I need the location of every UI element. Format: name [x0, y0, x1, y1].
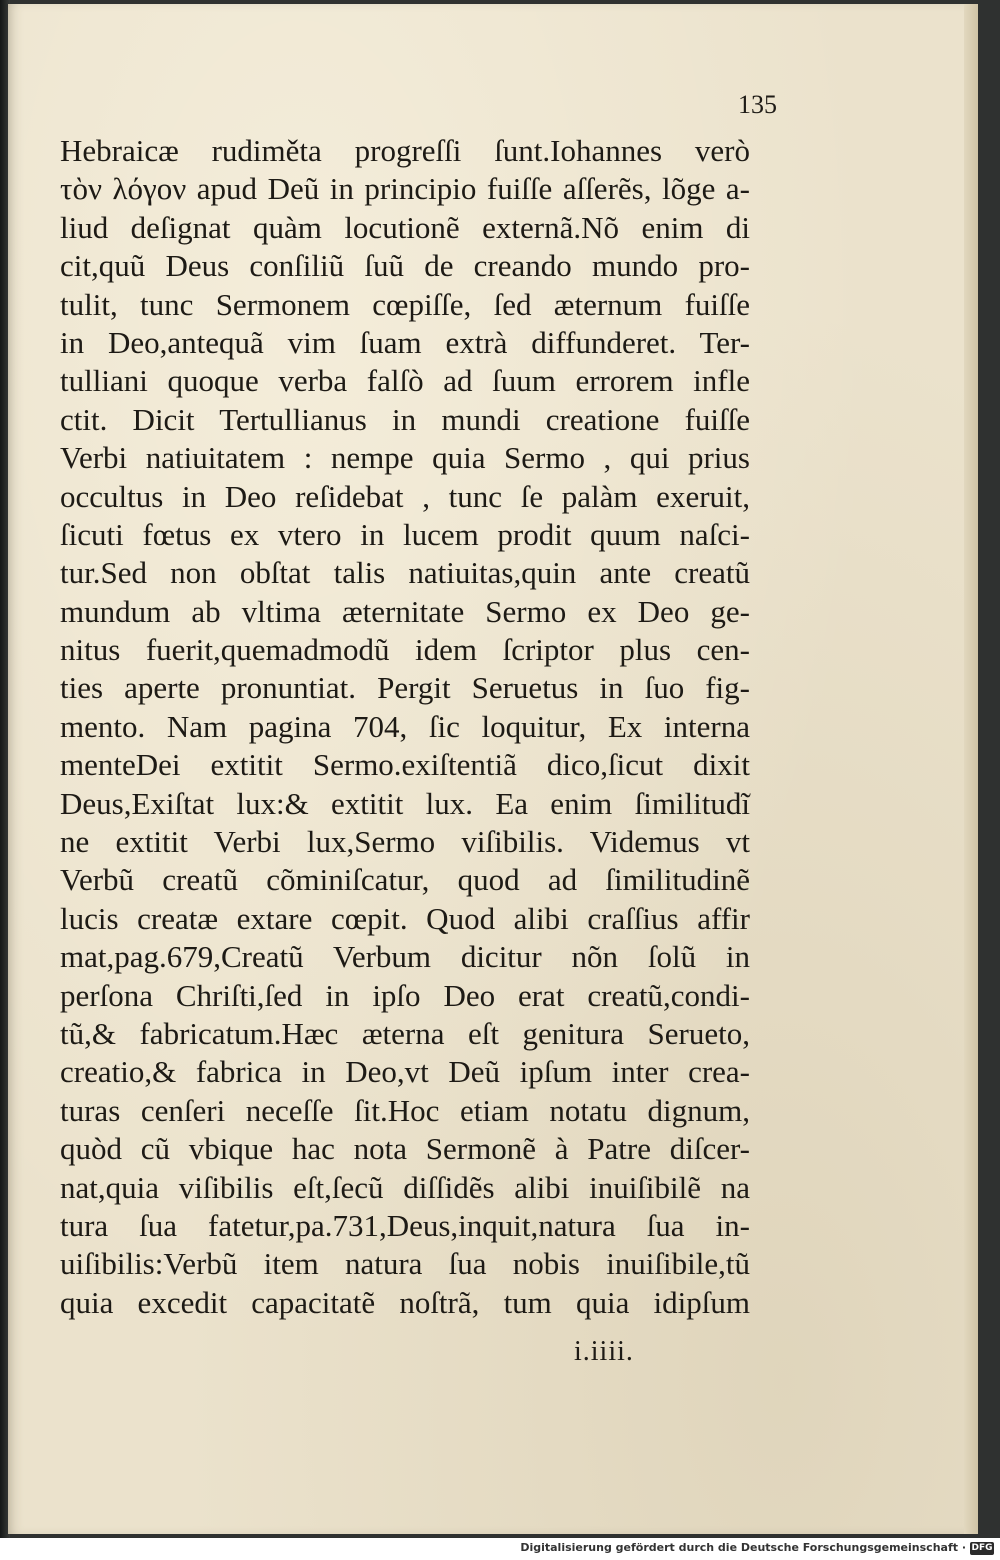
text-line: creatio,& fabrica in Deo,vt Deũ ipſum inter crea-: [60, 1054, 750, 1090]
signature-mark: i.iiii.: [574, 1336, 634, 1367]
text-line: lucis creatæ extare cœpit. Quod alibi craſſius affir: [60, 900, 750, 936]
text-line: mat,pag.679,Creatũ Verbum dicitur nõn ſolũ in: [60, 939, 750, 975]
text-line: ſicuti fœtus ex vtero in lucem prodit quum naſci-: [60, 516, 750, 552]
text-line: tũ,& fabricatum.Hæc æterna eſt genitura Serueto,: [60, 1015, 750, 1051]
text-line: occultus in Deo reſidebat , tunc ſe palàm exeruit,: [60, 478, 750, 514]
page-edge: [964, 4, 978, 1534]
footer-credit: Digitalisierung gefördert durch die Deutsche Forschungsgemeinschaft ·: [520, 1541, 966, 1554]
page-number: 135: [738, 90, 777, 119]
text-line: quia excedit capacitatẽ noſtrã, tum quia idipſum: [60, 1284, 750, 1320]
text-line: liud deſignat quàm locutionẽ externã.Nõ enim di: [60, 209, 750, 245]
text-line: tulliani quoque verba falſò ad ſuum errorem infle: [60, 363, 750, 399]
text-line: Verbi natiuitatem : nempe quia Sermo , qui prius: [60, 440, 750, 476]
text-line: ne extitit Verbi lux,Sermo viſibilis. Videmus vt: [60, 824, 750, 860]
text-line: menteDei extitit Sermo.exiſtentiã dico,ſicut dixit: [60, 747, 750, 783]
text-line: tulit, tunc Sermonem cœpiſſe, ſed æternum fuiſſe: [60, 286, 750, 322]
text-line: Deus,Exiſtat lux:& extitit lux. Ea enim ſimilitudĩ: [60, 785, 750, 821]
text-line: cit,quũ Deus conſiliũ ſuũ de creando mundo pro-: [60, 248, 750, 284]
text-line: quòd cũ vbique hac nota Sermonẽ à Patre diſcer-: [60, 1131, 750, 1167]
text-line: mundum ab vltima æternitate Sermo ex Deo ge-: [60, 593, 750, 629]
text-line: nitus fuerit,quemadmodũ idem ſcriptor plus cen-: [60, 632, 750, 668]
text-line: ctit. Dicit Tertullianus in mundi creatione fuiſſe: [60, 401, 750, 437]
text-line: mento. Nam pagina 704, ſic loquitur, Ex interna: [60, 708, 750, 744]
text-line: tura ſua fatetur,pa.731,Deus,inquit,natura ſua in-: [60, 1207, 750, 1243]
text-line: Hebraicæ rudiměta progreſſi ſunt.Iohannes verò: [60, 133, 750, 168]
text-line: in Deo,antequã vim ſuam extrà diffunderet. Ter-: [60, 324, 750, 360]
book-page: [8, 4, 978, 1534]
text-line: τὸν λόγον apud Deũ in principio fuiſſe aſſerẽs, lõge a-: [60, 171, 750, 207]
body-text: [60, 132, 750, 1322]
text-line: ties aperte pronuntiat. Pergit Seruetus in ſuo fig-: [60, 670, 750, 706]
text-line: perſona Chriſti,ſed in ipſo Deo erat creatũ,condi-: [60, 977, 750, 1013]
text-line: tur.Sed non obſtat talis natiuitas,quin ante creatũ: [60, 555, 750, 591]
text-line: uiſibilis:Verbũ item natura ſua nobis inuiſibile,tũ: [60, 1246, 750, 1282]
text-line: nat,quia viſibilis eſt,ſecũ diſſidẽs alibi inuiſibilẽ na: [60, 1169, 750, 1205]
dfg-logo: DFG: [971, 1543, 993, 1553]
text-line: turas cenſeri neceſſe ſit.Hoc etiam notatu dignum,: [60, 1092, 750, 1128]
text-line: Verbũ creatũ cõminiſcatur, quod ad ſimilitudinẽ: [60, 862, 750, 898]
